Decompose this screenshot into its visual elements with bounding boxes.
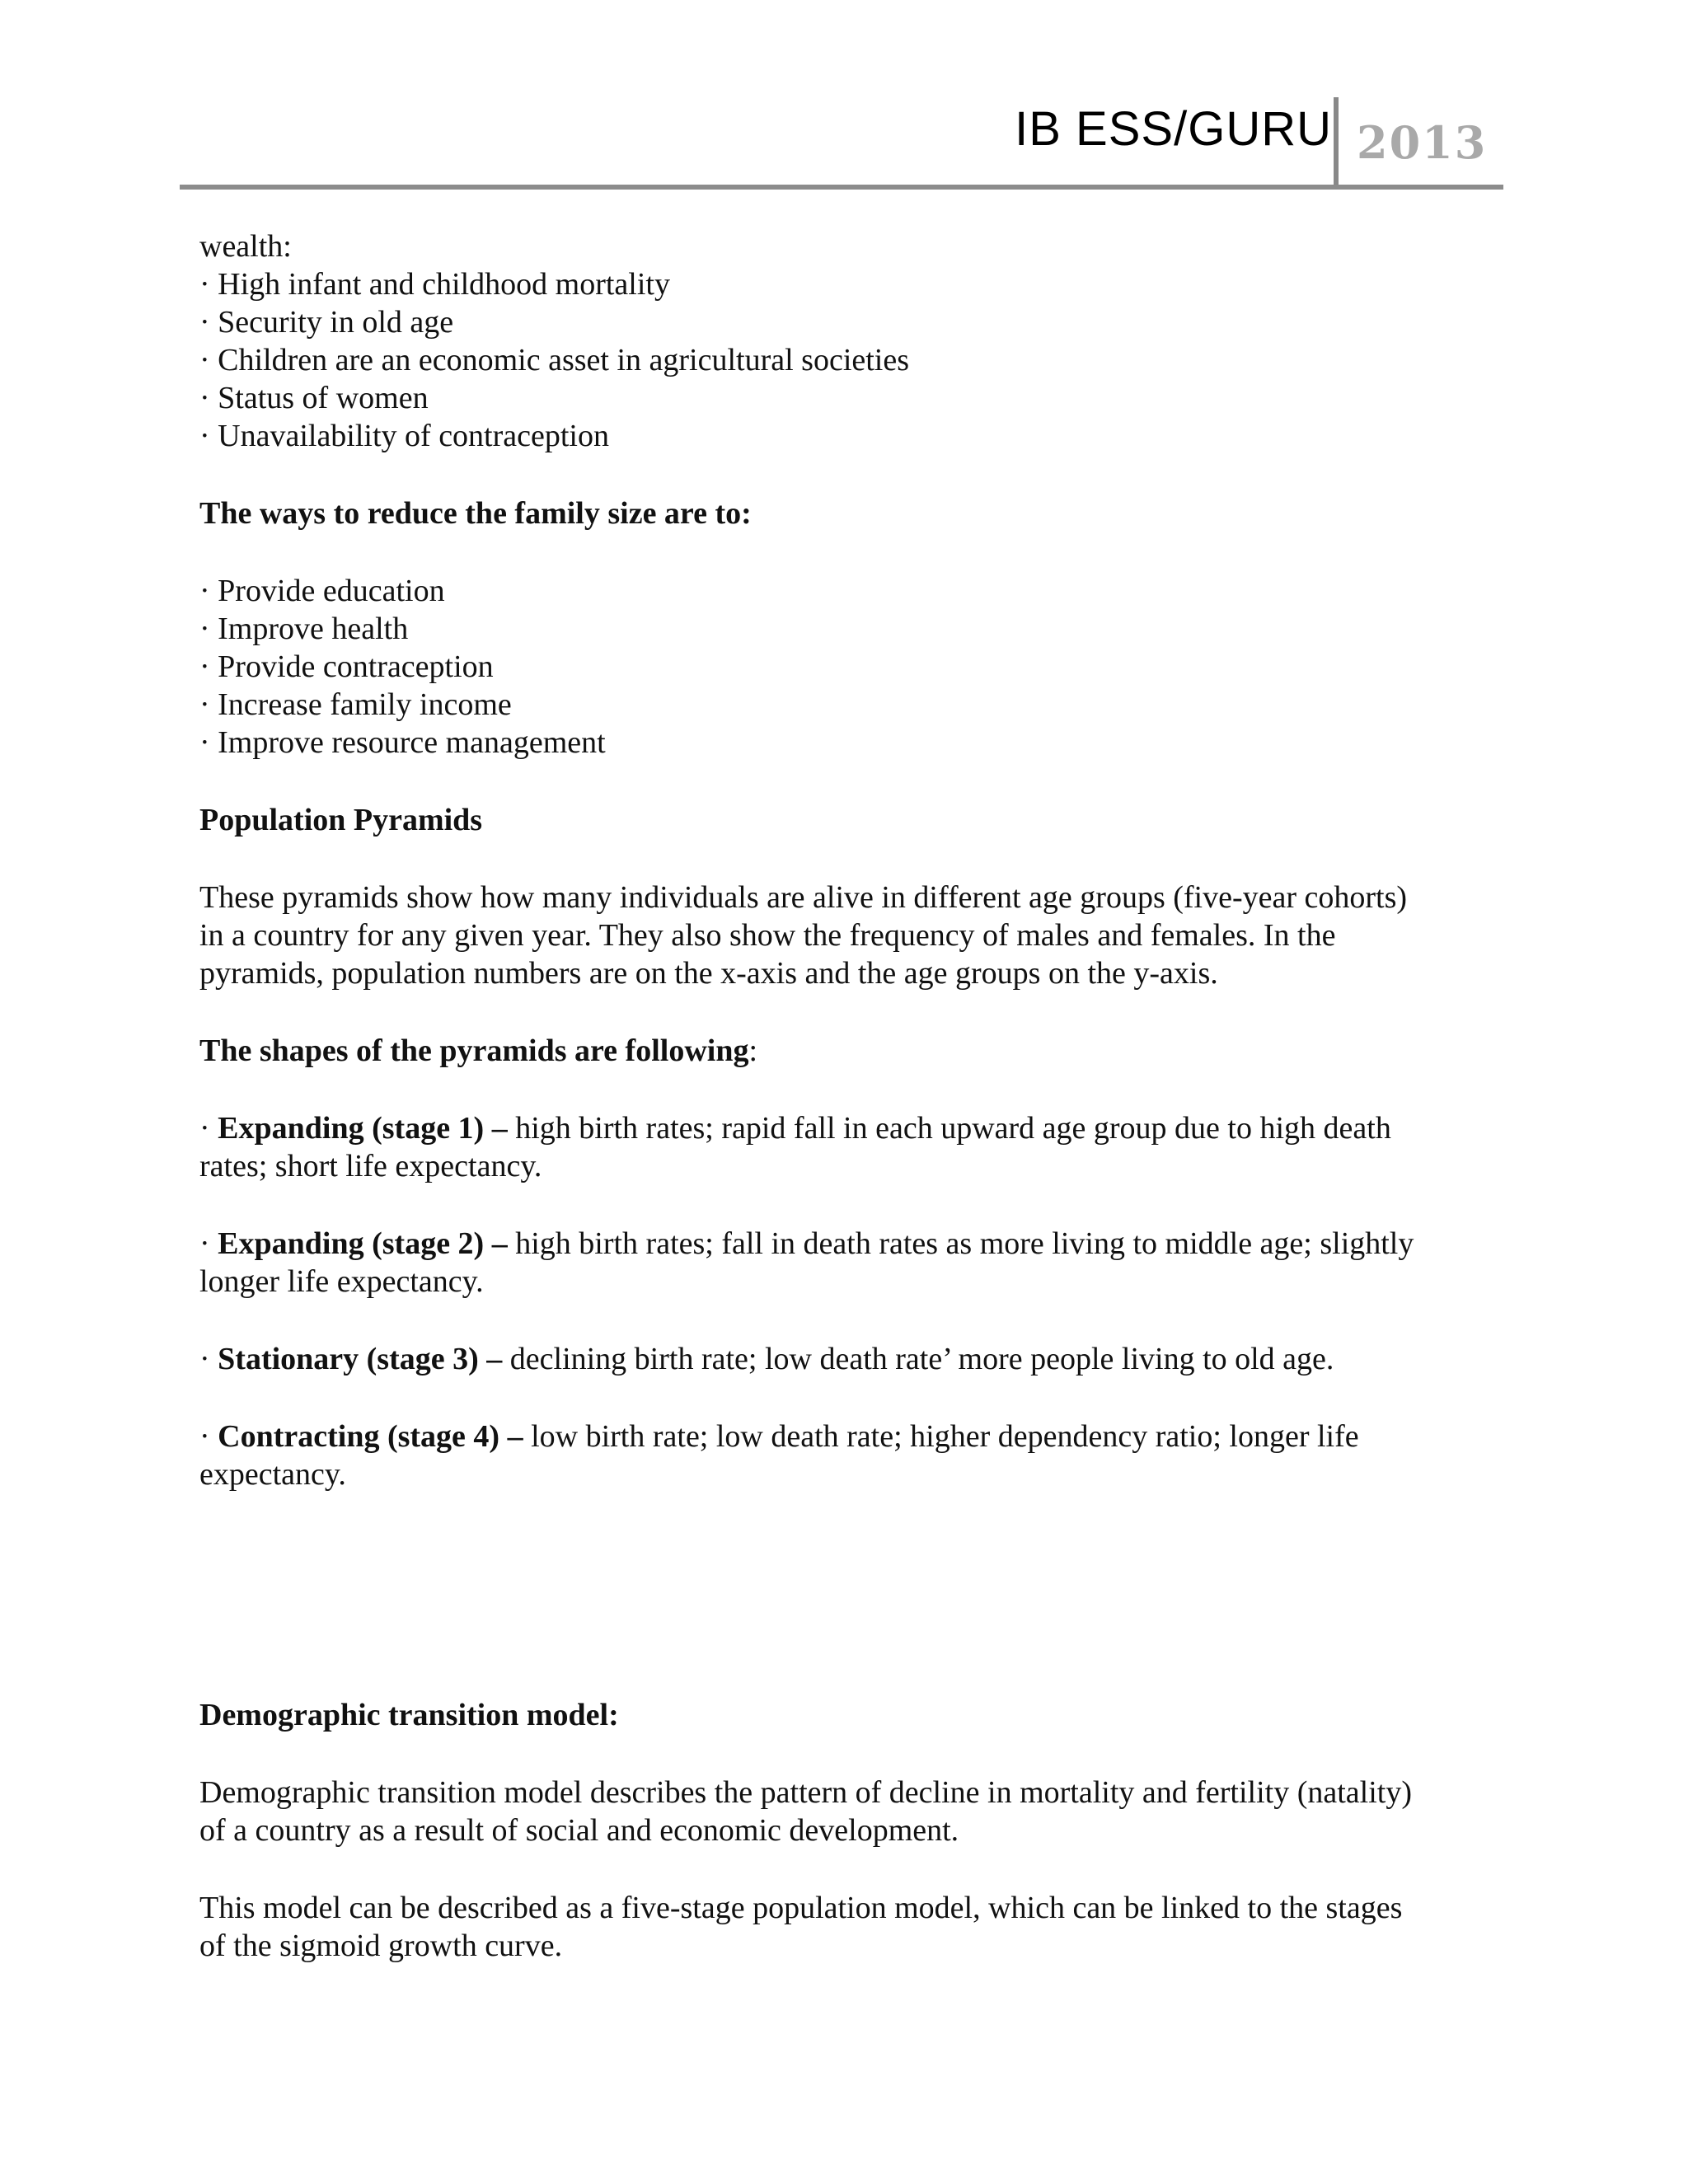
intro-lead: wealth:	[199, 229, 292, 264]
list-item: · Provide contraception	[199, 649, 494, 684]
pyramids-paragraph-line: in a country for any given year. They also show the frequency of males and females. In the	[199, 918, 1336, 953]
list-item: · Increase family income	[199, 687, 512, 722]
list-item: · Security in old age	[199, 305, 454, 340]
dtm-heading: Demographic transition model:	[199, 1698, 619, 1732]
shape-term: Expanding (stage 2) –	[218, 1226, 508, 1261]
list-item: · Status of women	[199, 381, 429, 415]
dtm-paragraph-line: This model can be described as a five-stage population model, which can be linked to the stages	[199, 1891, 1403, 1925]
list-item: · Children are an economic asset in agricultural societies	[199, 343, 910, 377]
list-item: · Improve health	[199, 612, 409, 646]
reduce-heading: The ways to reduce the family size are to:	[199, 496, 752, 531]
shapes-heading-colon: :	[748, 1033, 758, 1068]
bullet: ·	[199, 1226, 218, 1261]
page-body	[199, 227, 1502, 1965]
shape-desc-cont: rates; short life expectancy.	[199, 1149, 542, 1183]
bullet: ·	[199, 1111, 218, 1146]
shape-desc: high birth rates; fall in death rates as more living to middle age; slightly	[507, 1226, 1414, 1261]
shape-desc: high birth rates; rapid fall in each upward age group due to high death	[507, 1111, 1391, 1146]
bullet: ·	[199, 1342, 218, 1376]
dtm-paragraph-line: of the sigmoid growth curve.	[199, 1929, 563, 1963]
pyramids-paragraph-line: pyramids, population numbers are on the x-axis and the age groups on the y-axis.	[199, 956, 1218, 991]
shape-item	[199, 1340, 1502, 1378]
shapes-heading: The shapes of the pyramids are following	[199, 1033, 749, 1068]
list-item: · High infant and childhood mortality	[199, 267, 670, 302]
header-divider	[1334, 97, 1339, 188]
shape-item	[199, 1418, 1502, 1455]
shape-term: Stationary (stage 3) –	[218, 1342, 503, 1376]
pyramids-paragraph-line: These pyramids show how many individuals are alive in different age groups (five-year cohorts)	[199, 880, 1408, 915]
pyramids-heading: Population Pyramids	[199, 803, 483, 837]
shape-term: Expanding (stage 1) –	[218, 1111, 508, 1146]
dtm-paragraph-line: Demographic transition model describes the pattern of decline in mortality and fertility (natality)	[199, 1775, 1412, 1810]
header-rule	[180, 185, 1503, 190]
shape-desc: low birth rate; low death rate; higher dependency ratio; longer life	[523, 1419, 1359, 1454]
bullet: ·	[199, 1419, 218, 1454]
header-title: IB ESS/GURU	[1015, 102, 1332, 156]
shape-desc: declining birth rate; low death rate’ more people living to old age.	[502, 1342, 1334, 1376]
dtm-paragraph-line: of a country as a result of social and economic development.	[199, 1813, 959, 1848]
shape-item	[199, 1225, 1502, 1263]
shape-desc-cont: expectancy.	[199, 1457, 346, 1492]
list-item: · Provide education	[199, 574, 445, 608]
shape-desc-cont: longer life expectancy.	[199, 1264, 484, 1299]
page-header	[0, 0, 1688, 198]
list-item: · Unavailability of contraception	[199, 419, 609, 453]
shape-term: Contracting (stage 4) –	[218, 1419, 523, 1454]
shapes-heading-line	[199, 1032, 1502, 1070]
header-year: 2013	[1357, 116, 1488, 169]
shape-item	[199, 1109, 1502, 1147]
list-item: · Improve resource management	[199, 725, 606, 760]
